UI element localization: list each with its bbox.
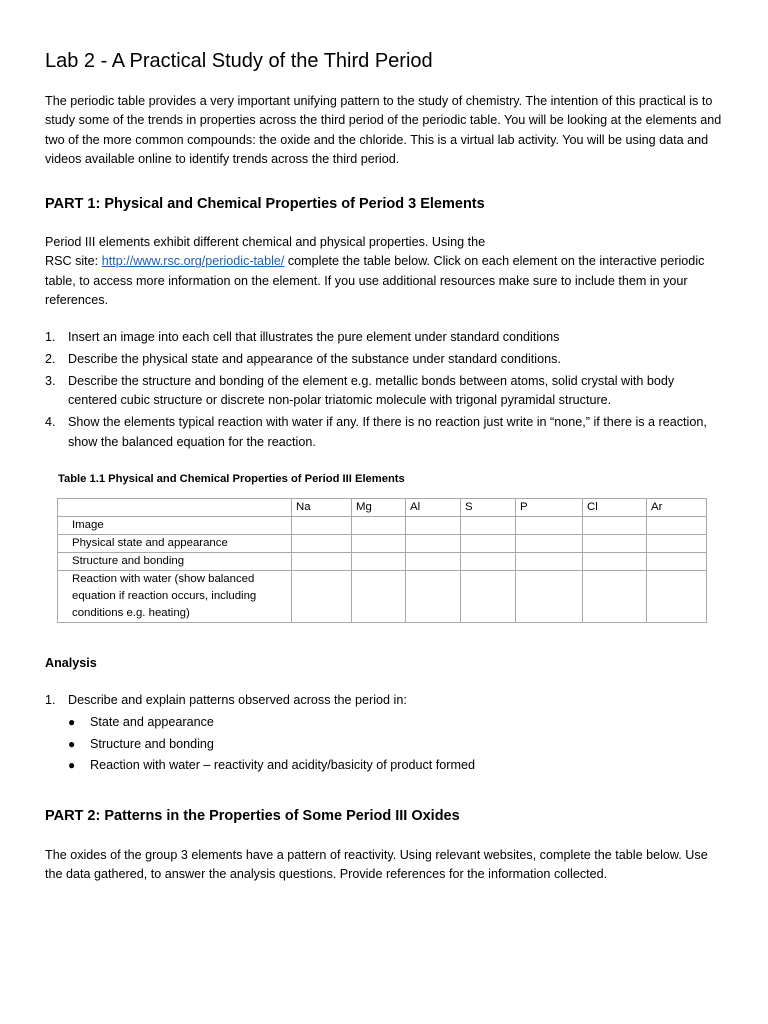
instruction-number: 1. bbox=[45, 330, 56, 344]
instruction-item bbox=[45, 350, 725, 369]
table-cell[interactable] bbox=[406, 571, 461, 623]
table-cell[interactable] bbox=[647, 517, 707, 535]
table-cell[interactable] bbox=[461, 571, 516, 623]
properties-table bbox=[57, 498, 707, 623]
table-cell[interactable] bbox=[292, 517, 352, 535]
table-cell[interactable] bbox=[352, 535, 406, 553]
part2-paragraph: The oxides of the group 3 elements have a pattern of reactivity. Using relevant websites, complete the table below. Use the data gathered, to answer the analysis questions. Provide references for the information collected. bbox=[45, 848, 708, 882]
document-title: Lab 2 - A Practical Study of the Third Period bbox=[45, 50, 433, 72]
instruction-item bbox=[45, 372, 725, 411]
table-cell[interactable] bbox=[516, 571, 583, 623]
table-row bbox=[58, 517, 707, 535]
table-cell[interactable] bbox=[516, 535, 583, 553]
part1-paragraph-line1: Period III elements exhibit different chemical and physical properties. Using the bbox=[45, 235, 486, 249]
table-cell[interactable] bbox=[583, 553, 647, 571]
column-header: Cl bbox=[583, 499, 647, 517]
bullet-icon: ● bbox=[68, 736, 76, 751]
table-cell[interactable] bbox=[583, 535, 647, 553]
table-cell[interactable] bbox=[352, 571, 406, 623]
table-cell[interactable] bbox=[352, 553, 406, 571]
table-cell[interactable] bbox=[583, 517, 647, 535]
analysis-heading: Analysis bbox=[45, 656, 97, 670]
part1-paragraph bbox=[45, 233, 725, 311]
table-row bbox=[58, 535, 707, 553]
bullet-item bbox=[68, 735, 475, 754]
column-header: Mg bbox=[352, 499, 406, 517]
question-text: Describe and explain patterns observed across the period in: bbox=[68, 693, 407, 707]
instruction-text: Show the elements typical reaction with water if any. If there is no reaction just write in “none,” if there is a reaction, show the balanced equation for the reaction. bbox=[68, 415, 707, 449]
question-number: 1. bbox=[45, 693, 56, 707]
table-row bbox=[58, 553, 707, 571]
table-cell[interactable] bbox=[352, 517, 406, 535]
rsc-link[interactable]: http://www.rsc.org/periodic-table/ bbox=[101, 254, 285, 269]
analysis-bullet-list bbox=[68, 713, 475, 778]
table-cell[interactable] bbox=[583, 571, 647, 623]
analysis-question bbox=[45, 691, 725, 710]
table-cell[interactable] bbox=[406, 535, 461, 553]
intro-paragraph: The periodic table provides a very important unifying pattern to the study of chemistry. The intention of this practical is to study some of the trends in properties across the third period of the periodic table. You will be looking at the elements and two of the more common compounds: the oxide and the chloride. This is a virtual lab activity. You will be using data and videos available online to identify trends across the third period. bbox=[45, 94, 722, 167]
table-cell[interactable] bbox=[461, 517, 516, 535]
instruction-text: Describe the structure and bonding of the element e.g. metallic bonds between atoms, solid crystal with body centered cubic structure or discrete non-polar triatomic molecule with trigonal pyramidal structure. bbox=[68, 374, 675, 408]
part1-paragraph-prefix: RSC site: bbox=[45, 254, 102, 269]
bullet-icon: ● bbox=[68, 758, 76, 773]
table-cell[interactable] bbox=[406, 553, 461, 571]
table-cell[interactable] bbox=[292, 553, 352, 571]
instruction-text: Describe the physical state and appearance of the substance under standard conditions. bbox=[68, 352, 561, 366]
instruction-number: 2. bbox=[45, 352, 56, 366]
table-header-row bbox=[58, 499, 707, 517]
table-row bbox=[58, 571, 707, 623]
bullet-text: Reaction with water – reactivity and acidity/basicity of product formed bbox=[90, 758, 475, 773]
column-header: S bbox=[461, 499, 516, 517]
table-corner-cell bbox=[58, 499, 292, 517]
bullet-text: State and appearance bbox=[90, 715, 214, 729]
instruction-number: 3. bbox=[45, 374, 56, 388]
instruction-item bbox=[45, 413, 725, 452]
table-cell[interactable] bbox=[516, 553, 583, 571]
column-header: Na bbox=[292, 499, 352, 517]
column-header: P bbox=[516, 499, 583, 517]
part2-heading: PART 2: Patterns in the Properties of Some Period III Oxides bbox=[45, 808, 460, 824]
row-label: Physical state and appearance bbox=[58, 535, 292, 553]
table-caption: Table 1.1 Physical and Chemical Properties of Period III Elements bbox=[58, 473, 405, 485]
part1-heading: PART 1: Physical and Chemical Properties of Period 3 Elements bbox=[45, 196, 485, 212]
row-label: Reaction with water (show balanced equation if reaction occurs, including conditions e.g. heating) bbox=[58, 571, 292, 623]
column-header: Ar bbox=[647, 499, 707, 517]
table-cell[interactable] bbox=[461, 553, 516, 571]
table-cell[interactable] bbox=[292, 535, 352, 553]
row-label: Structure and bonding bbox=[58, 553, 292, 571]
instruction-number: 4. bbox=[45, 415, 56, 430]
table-cell[interactable] bbox=[461, 535, 516, 553]
bullet-icon: ● bbox=[68, 715, 76, 729]
instruction-list bbox=[45, 328, 725, 455]
part1-paragraph-suffix: complete the table below. Click on each element on the interactive periodic table, to access more information on the element. If you use additional resources make sure to include them in your references. bbox=[45, 254, 705, 308]
column-header: Al bbox=[406, 499, 461, 517]
instruction-item bbox=[45, 328, 725, 347]
bullet-item bbox=[68, 713, 475, 732]
bullet-item bbox=[68, 756, 475, 775]
table-cell[interactable] bbox=[516, 517, 583, 535]
table-cell[interactable] bbox=[647, 535, 707, 553]
row-label: Image bbox=[58, 517, 292, 535]
instruction-text: Insert an image into each cell that illustrates the pure element under standard conditions bbox=[68, 330, 560, 344]
table-cell[interactable] bbox=[647, 571, 707, 623]
table-cell[interactable] bbox=[292, 571, 352, 623]
table-cell[interactable] bbox=[647, 553, 707, 571]
bullet-text: Structure and bonding bbox=[90, 736, 214, 751]
table-cell[interactable] bbox=[406, 517, 461, 535]
